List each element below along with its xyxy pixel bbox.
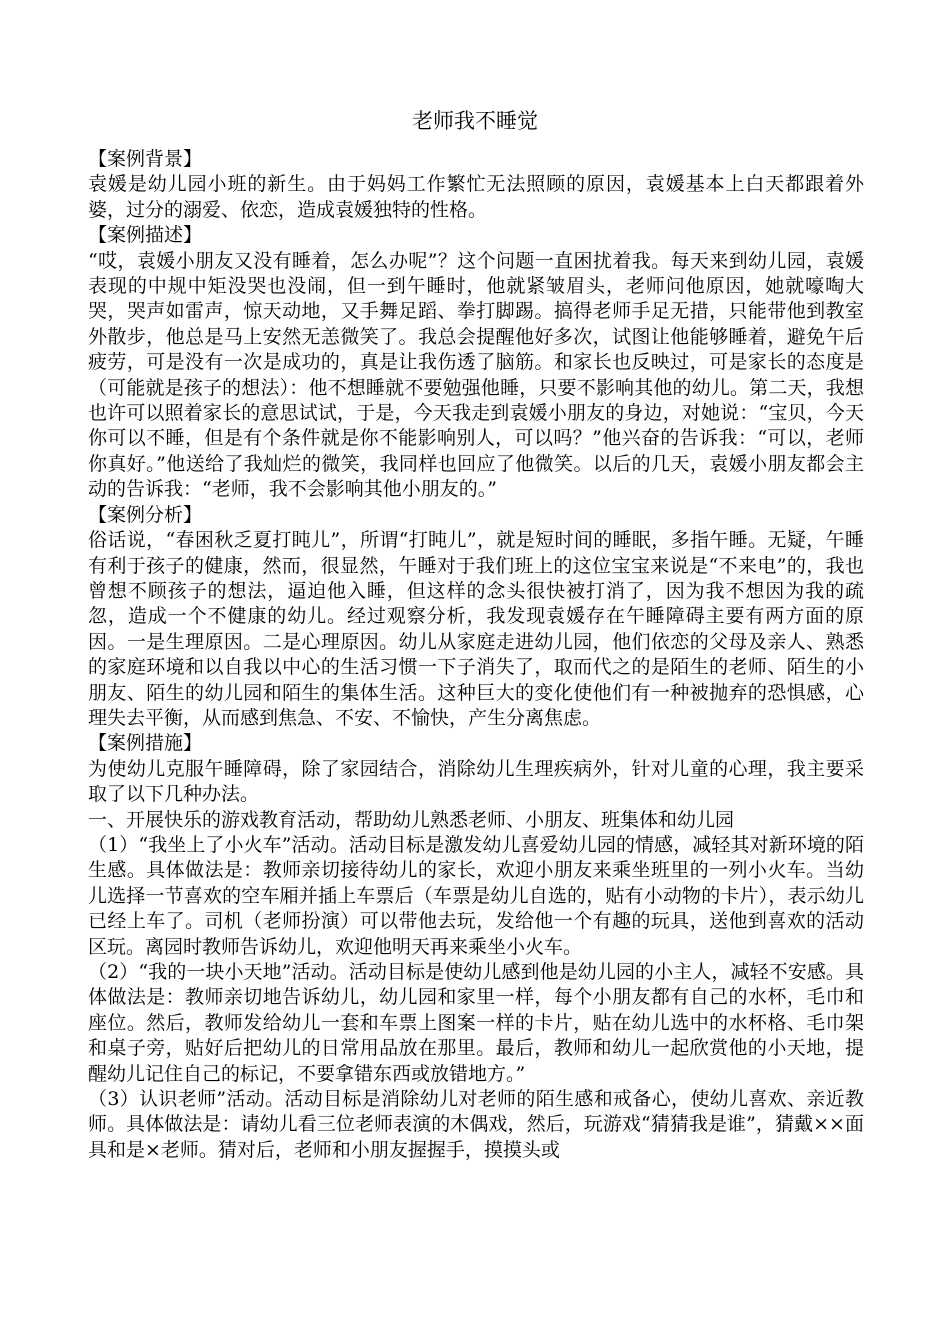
document-body xyxy=(88,147,864,1163)
activity-know-teacher-paragraph: （3）认识老师”活动。活动目标是消除幼儿对老师的陌生感和戒备心，使幼儿喜欢、亲近教师。具体做法是：请幼儿看三位老师表演的木偶戏，然后，玩游戏“猜猜我是谁”，猜戴××面具和是×老师。猜对后，老师和小朋友握握手，摸摸头或 xyxy=(88,1088,864,1161)
measures-point-one: 一、开展快乐的游戏教育活动，帮助幼儿熟悉老师、小朋友、班集体和幼儿园 xyxy=(88,808,735,831)
background-paragraph: 袁媛是幼儿园小班的新生。由于妈妈工作繁忙无法照顾的原因，袁媛基本上白天都跟着外婆，过分的溺爱、依恋，造成袁媛独特的性格。 xyxy=(88,173,864,221)
document-title: 老师我不睡觉 xyxy=(412,109,538,133)
section-heading-measures: 【案例措施】 xyxy=(88,732,203,755)
analysis-paragraph: 俗话说，“春困秋乏夏打盹儿”，所谓“打盹儿”，就是短时间的睡眠，多指午睡。无疑，午睡有利于孩子的健康，然而，很显然，午睡对于我们班上的这位宝宝来说是“不来电”的，我也曾想不顾孩子的想法，逼迫他入睡，但这样的念头很快被打消了，因为我不想因为我的疏忽，造成一个不健康的幼儿。经过观察分析，我发现袁媛存在午睡障碍主要有两方面的原因。一是生理原因。二是心理原因。幼儿从家庭走进幼儿园，他们依恋的父母及亲人、熟悉的家庭环境和以自我以中心的生活习惯一下子消失了，取而代之的是陌生的老师、陌生的小朋友、陌生的幼儿园和陌生的集体生活。这种巨大的变化使他们有一种被抛弃的恐惧感，心理失去平衡，从而感到焦急、不安、不愉快，产生分离焦虑。 xyxy=(88,529,864,729)
activity-train-paragraph: （1）“我坐上了小火车”活动。活动目标是激发幼儿喜爱幼儿园的情感，减轻其对新环境的陌生感。具体做法是：教师亲切接待幼儿的家长，欢迎小朋友来乘坐班里的一列小火车。当幼儿选择一节喜欢的空车厢并插上车票后（车票是幼儿自选的，贴有小动物的卡片），表示幼儿已经上车了。司机（老师扮演）可以带他去玩，发给他一个有趣的玩具，送他到喜欢的活动区玩。离园时教师告诉幼儿，欢迎他明天再来乘坐小火车。 xyxy=(88,833,864,958)
section-heading-background: 【案例背景】 xyxy=(88,148,203,170)
section-heading-description: 【案例描述】 xyxy=(88,224,203,247)
section-heading-analysis: 【案例分析】 xyxy=(88,503,203,526)
activity-little-world-paragraph: （2）“我的一块小天地”活动。活动目标是使幼儿感到他是幼儿园的小主人，减轻不安感。具体做法是：教师亲切地告诉幼儿，幼儿园和家里一样，每个小朋友都有自己的水杯，毛巾和座位。然后，教师发给幼儿一套和车票上图案一样的卡片，贴在幼儿选中的水杯格、毛巾架和桌子旁，贴好后把幼儿的日常用品放在那里。最后，教师和幼儿一起欣赏他的小天地，提醒幼儿记住自己的标记，不要拿错东西或放错地方。” xyxy=(88,961,864,1085)
measures-intro-paragraph: 为使幼儿克服午睡障碍，除了家园结合，消除幼儿生理疾病外，针对儿童的心理，我主要采取了以下几种办法。 xyxy=(88,757,864,806)
description-paragraph: “哎，袁媛小朋友又没有睡着，怎么办呢”？这个问题一直困扰着我。每天来到幼儿园，袁媛表现的中规中矩没哭也没闹，但一到午睡时，他就紧皱眉头，老师问他原因，她就嚎啕大哭，哭声如雷声，惊天动地，又手舞足蹈、拳打脚踢。搞得老师手足无措，只能带他到教室外散步，他总是马上安然无恙微笑了。我总会提醒他好多次，试图让他能够睡着，避免午后疲劳，可是没有一次是成功的，真是让我伤透了脑筋。和家长也反映过，可是家长的态度是（可能就是孩子的想法）：他不想睡就不要勉强他睡，只要不影响其他的幼儿。第二天，我想也许可以照着家长的意思试试，于是，今天我走到袁媛小朋友的身边，对她说：“宝贝，今天你可以不睡，但是有个条件就是你不能影响别人，可以吗？”他兴奋的告诉我：“可以，老师你真好。”他送给了我灿烂的微笑，我同样也回应了他微笑。以后的几天，袁媛小朋友都会主动的告诉我：“老师，我不会影响其他小朋友的。” xyxy=(88,249,864,501)
